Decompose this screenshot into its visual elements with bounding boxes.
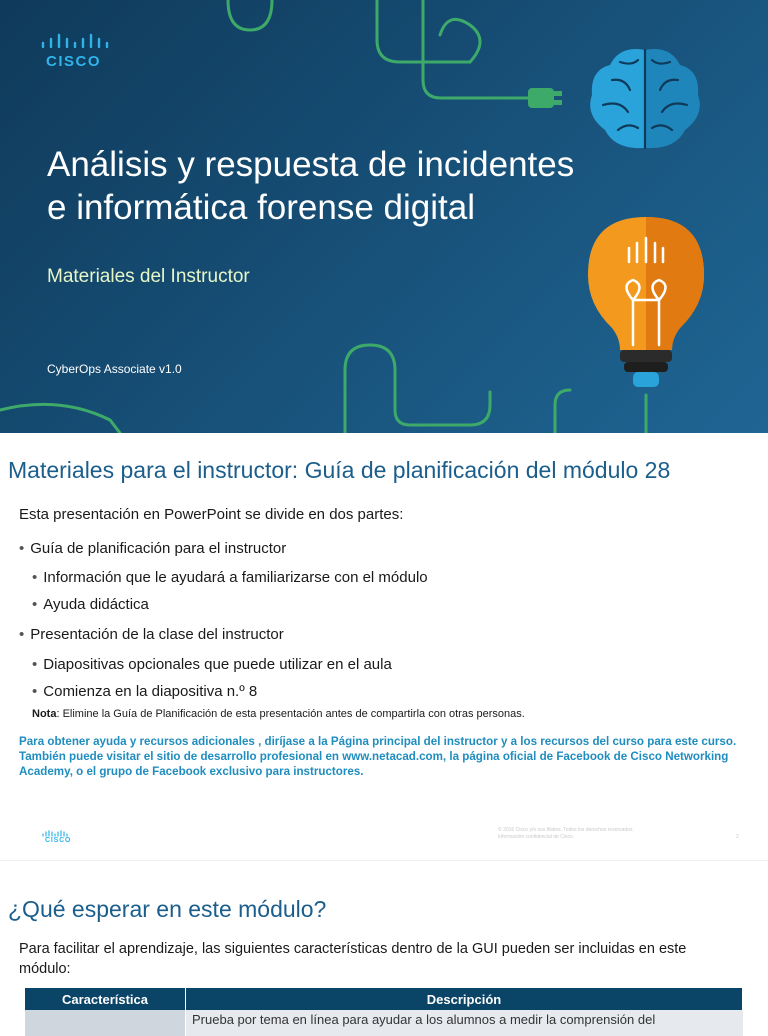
copyright-line: © 2016 Cisco y/o sus filiales. Todos los derechos reservados. xyxy=(498,827,634,833)
table-cell-feature xyxy=(25,1010,186,1036)
help-resources-text: Para obtener ayuda y recursos adicionales , diríjase a la Página principal del instructor y a los recursos del curso para este curso. También puede visitar el sitio de desarrollo profesional en www.netacad.com, la página oficial de Facebook de Cisco Networking Academy, o el grupo de Facebook exclusivo para instructores. xyxy=(19,735,737,778)
sub-bullet-text: Comienza en la diapositiva n.º 8 xyxy=(43,683,258,700)
course-version: CyberOps Associate v1.0 xyxy=(47,362,182,376)
page-number: 2 xyxy=(736,834,739,840)
plug-icon xyxy=(528,88,562,108)
cisco-logo-icon xyxy=(40,33,110,53)
cover-slide xyxy=(0,0,768,433)
sub-bullet-text: Ayuda didáctica xyxy=(43,596,149,613)
cover-title xyxy=(47,143,667,229)
copyright xyxy=(498,827,634,841)
lightbulb-icon xyxy=(588,217,704,387)
cisco-logo-text: CISCO xyxy=(46,53,102,70)
module-expectations-slide xyxy=(0,860,768,1025)
intro-paragraph: Para facilitar el aprendizaje, las siguientes características dentro de la GUI pueden ser incluidas en este módulo: xyxy=(19,941,687,977)
intro-text: Esta presentación en PowerPoint se divide en dos partes: xyxy=(19,506,404,523)
confidential-line: Información confidencial de Cisco. xyxy=(498,834,575,840)
slide-title: Materiales para el instructor: Guía de planificación del módulo 28 xyxy=(8,457,671,483)
cover-title-line1: Análisis y respuesta de incidentes xyxy=(47,145,575,184)
sub-bullet-item: • Diapositivas opcionales que puede utilizar en el aula xyxy=(32,656,392,673)
table-header-feature: Característica xyxy=(25,988,186,1010)
table-row xyxy=(25,1010,743,1036)
table-header-description: Descripción xyxy=(186,988,743,1010)
bullet-item: • Presentación de la clase del instructor xyxy=(19,626,284,643)
bullet-text: Guía de planificación para el instructor xyxy=(30,540,287,557)
sub-bullet-text: Diapositivas opcionales que puede utilizar en el aula xyxy=(43,656,392,673)
note xyxy=(32,708,525,720)
planning-guide-slide xyxy=(0,433,768,860)
bullet-text: Presentación de la clase del instructor xyxy=(30,626,284,643)
features-table xyxy=(25,988,743,1036)
sub-bullet-text: Información que le ayudará a familiarizarse con el módulo xyxy=(43,569,428,586)
sub-bullet-item: • Comienza en la diapositiva n.º 8 xyxy=(32,683,258,700)
brain-icon xyxy=(590,49,700,148)
sub-bullet-item: • Información que le ayudará a familiarizarse con el módulo xyxy=(32,569,428,586)
bullet-item: • Guía de planificación para el instructor xyxy=(19,540,287,557)
slide-title: ¿Qué esperar en este módulo? xyxy=(8,896,327,922)
cover-title-line2: e informática forense digital xyxy=(47,188,475,227)
cover-subtitle: Materiales del Instructor xyxy=(47,266,250,287)
sub-bullet-item: • Ayuda didáctica xyxy=(32,596,149,613)
table-cell-description: Prueba por tema en línea para ayudar a los alumnos a medir la comprensión del xyxy=(186,1010,743,1036)
note-text: : Elimine la Guía de Planificación de esta presentación antes de compartirla con otras personas. xyxy=(56,708,525,720)
footer-cisco-logo-text: CISCO xyxy=(45,837,72,844)
note-label: Nota xyxy=(32,708,57,720)
